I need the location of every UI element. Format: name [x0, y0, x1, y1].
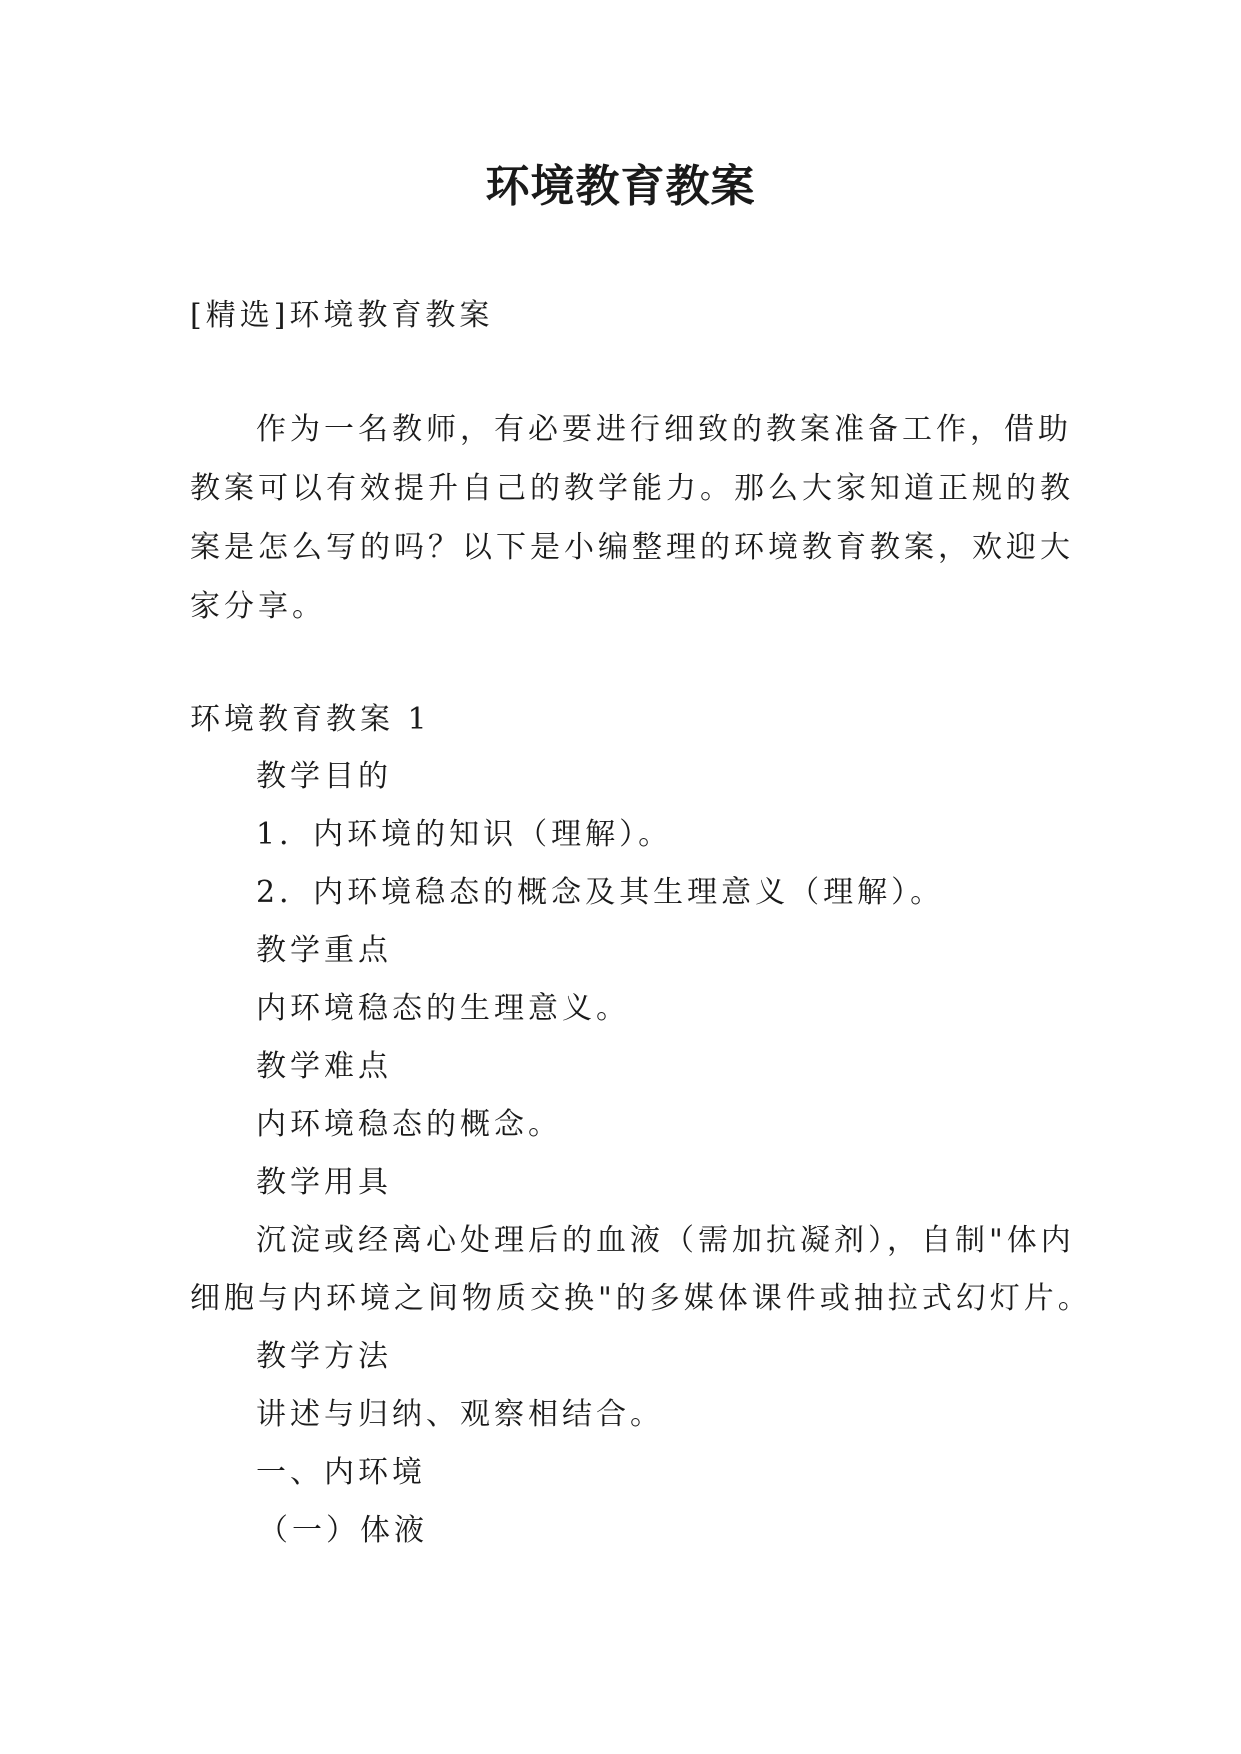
body-line-tools-content-1: 沉淀或经离心处理后的血液（需加抗凝剂），自制"体内: [256, 1223, 1075, 1258]
body-line-method: 教学方法: [256, 1339, 392, 1374]
body-line-key-point-content: 内环境稳态的生理意义。: [256, 991, 630, 1026]
intro-line-2: 教案可以有效提升自己的教学能力。那么大家知道正规的教: [190, 471, 1074, 506]
document-title: 环境教育教案: [485, 161, 756, 212]
intro-line-1: 作为一名教师，有必要进行细致的教案准备工作，借助: [256, 412, 1072, 447]
body-line-tools: 教学用具: [256, 1165, 392, 1200]
body-line-tools-content-2: 细胞与内环境之间物质交换"的多媒体课件或抽拉式幻灯片。: [190, 1281, 1092, 1316]
body-line-item-2: 2．内环境稳态的概念及其生理意义（理解）。: [256, 875, 945, 910]
body-line-section-1: 一、内环境: [256, 1455, 426, 1490]
body-line-difficulty-content: 内环境稳态的概念。: [256, 1107, 562, 1142]
body-line-key-point: 教学重点: [256, 933, 392, 968]
body-line-difficulty: 教学难点: [256, 1049, 392, 1084]
body-line-method-content: 讲述与归纳、观察相结合。: [256, 1397, 664, 1432]
body-line-subsection-1: （一）体液: [258, 1513, 428, 1548]
body-line-teaching-purpose: 教学目的: [256, 759, 392, 794]
document-subtitle: [精选]环境教育教案: [190, 298, 494, 333]
intro-line-4: 家分享。: [190, 589, 326, 624]
body-line-item-1: 1．内环境的知识（理解）。: [256, 817, 673, 852]
intro-line-3: 案是怎么写的吗？以下是小编整理的环境教育教案，欢迎大: [190, 530, 1074, 565]
section-heading: 环境教育教案 1: [190, 702, 431, 737]
